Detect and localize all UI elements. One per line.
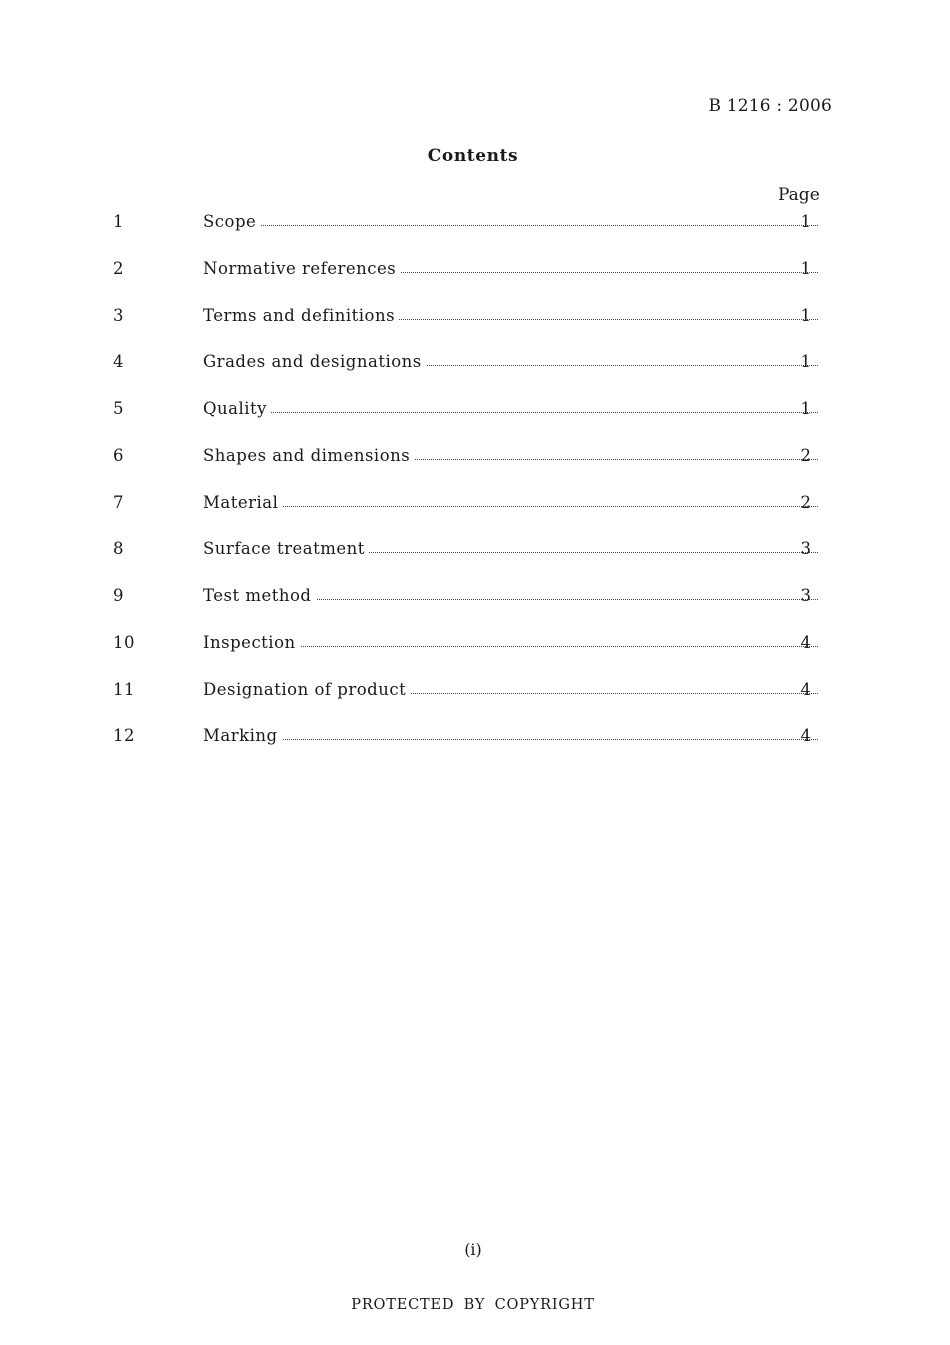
toc-page-number: 4 bbox=[800, 726, 812, 746]
toc-page-number: 1 bbox=[800, 352, 812, 372]
toc-section-number: 11 bbox=[113, 679, 135, 699]
table-of-contents bbox=[113, 212, 833, 773]
toc-row-3[interactable] bbox=[113, 306, 833, 353]
contents-title: Contents bbox=[427, 146, 519, 166]
toc-section-number: 7 bbox=[113, 492, 124, 512]
toc-page-number: 4 bbox=[800, 632, 812, 652]
toc-section-title: Terms and definitions bbox=[203, 306, 399, 325]
toc-section-number: 6 bbox=[113, 445, 124, 465]
toc-page-number: 2 bbox=[800, 492, 812, 512]
copyright-notice: PROTECTED BY COPYRIGHT bbox=[351, 1297, 595, 1313]
toc-page-number: 1 bbox=[800, 399, 812, 418]
toc-row-7[interactable] bbox=[113, 493, 833, 540]
toc-section-number: 5 bbox=[113, 399, 124, 418]
toc-page-number: 3 bbox=[800, 586, 812, 605]
toc-section-title: Test method bbox=[203, 586, 316, 605]
toc-row-4[interactable] bbox=[113, 352, 833, 399]
toc-section-number: 2 bbox=[113, 258, 124, 278]
toc-section-number: 8 bbox=[113, 539, 124, 559]
toc-page-number: 1 bbox=[800, 258, 812, 278]
toc-row-1[interactable] bbox=[113, 212, 833, 259]
toc-row-10[interactable] bbox=[113, 633, 833, 680]
toc-page-number: 1 bbox=[800, 212, 812, 231]
toc-section-number: 10 bbox=[113, 632, 135, 652]
toc-page-number: 1 bbox=[800, 305, 812, 325]
toc-section-number: 1 bbox=[113, 212, 124, 231]
toc-section-title: Scope bbox=[203, 212, 260, 231]
toc-row-11[interactable] bbox=[113, 680, 833, 727]
document-id: B 1216 : 2006 bbox=[708, 96, 832, 116]
toc-page-number: 4 bbox=[800, 679, 812, 699]
toc-section-title: Normative references bbox=[203, 259, 400, 278]
toc-section-title: Surface treatment bbox=[203, 539, 369, 558]
toc-row-2[interactable] bbox=[113, 259, 833, 306]
toc-row-6[interactable] bbox=[113, 446, 833, 493]
toc-section-number: 4 bbox=[113, 352, 124, 372]
toc-row-5[interactable] bbox=[113, 399, 833, 446]
toc-section-number: 3 bbox=[113, 305, 124, 325]
toc-section-title: Material bbox=[203, 493, 282, 512]
toc-section-title: Grades and designations bbox=[203, 352, 426, 371]
toc-section-number: 9 bbox=[113, 586, 124, 605]
toc-row-8[interactable] bbox=[113, 539, 833, 586]
page-column-label: Page bbox=[778, 185, 820, 205]
toc-section-title: Shapes and dimensions bbox=[203, 446, 414, 465]
toc-section-title: Quality bbox=[203, 399, 271, 418]
toc-section-number: 12 bbox=[113, 726, 135, 746]
toc-row-12[interactable] bbox=[113, 726, 833, 773]
toc-page-number: 3 bbox=[800, 539, 812, 559]
toc-section-title: Designation of product bbox=[203, 680, 410, 699]
toc-section-title: Marking bbox=[203, 726, 282, 745]
toc-section-title: Inspection bbox=[203, 633, 300, 652]
page-number: (i) bbox=[464, 1240, 482, 1259]
toc-row-9[interactable] bbox=[113, 586, 833, 633]
toc-page-number: 2 bbox=[800, 445, 812, 465]
